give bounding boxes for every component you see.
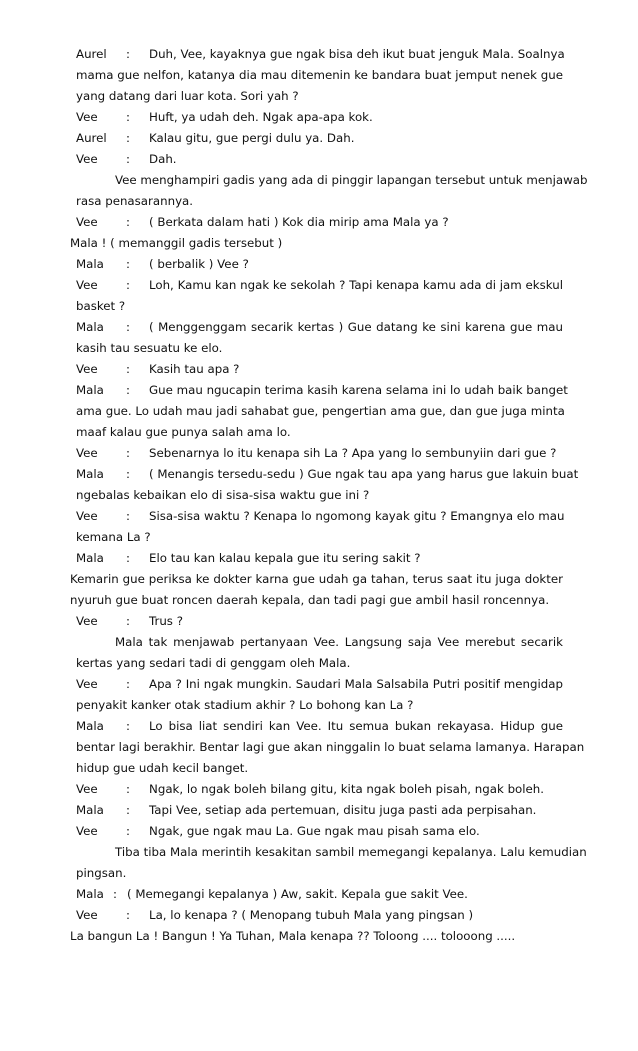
colon-separator: : (126, 719, 130, 733)
speaker-name: Vee (76, 908, 98, 922)
colon-separator: : (126, 215, 130, 229)
dialogue-text: Duh, Vee, kayaknya gue ngak bisa deh ikut buat jenguk Mala. Soalnya (149, 47, 565, 61)
colon-separator: : (126, 446, 130, 460)
script-line (0, 172, 638, 190)
script-line (0, 739, 638, 757)
script-line (0, 67, 638, 85)
dialogue-text: Trus ? (149, 614, 183, 628)
speaker-name: Vee (76, 278, 98, 292)
script-line (0, 886, 638, 904)
speaker-name: Vee (76, 215, 98, 229)
script-line (0, 445, 638, 463)
dialogue-text: ( Memegangi kepalanya ) Aw, sakit. Kepala gue sakit Vee. (127, 887, 468, 901)
continuation-text: rasa penasarannya. (76, 194, 194, 208)
colon-separator: : (126, 320, 130, 334)
script-line (0, 277, 638, 295)
dialogue-text: Lo bisa liat sendiri kan Vee. Itu semua bukan rekayasa. Hidup gue (149, 719, 563, 733)
continuation-text: ama gue. Lo udah mau jadi sahabat gue, pengertian ama gue, dan gue juga minta (76, 404, 565, 418)
speaker-name: Mala (76, 383, 104, 397)
speaker-name: Mala (76, 551, 104, 565)
speaker-name: Mala (76, 320, 104, 334)
dialogue-text: Elo tau kan kalau kepala gue itu sering sakit ? (149, 551, 421, 565)
speaker-name: Vee (76, 824, 98, 838)
script-line (0, 655, 638, 673)
continuation-text: ngebalas kebaikan elo di sisa-sisa waktu gue ini ? (76, 488, 370, 502)
script-line (0, 697, 638, 715)
dialogue-text: Tapi Vee, setiap ada pertemuan, disitu juga pasti ada perpisahan. (149, 803, 537, 817)
script-line (0, 718, 638, 736)
script-line (0, 760, 638, 778)
speaker-name: Aurel (76, 47, 107, 61)
script-line (0, 361, 638, 379)
script-line (0, 634, 638, 652)
script-line (0, 424, 638, 442)
colon-separator: : (126, 257, 130, 271)
script-line (0, 928, 638, 946)
dialogue-text: Sisa-sisa waktu ? Kenapa lo ngomong kayak gitu ? Emangnya elo mau (149, 509, 565, 523)
continuation-text: maaf kalau gue punya salah ama lo. (76, 425, 291, 439)
continuation-text: penyakit kanker otak stadium akhir ? Lo bohong kan La ? (76, 698, 414, 712)
continuation-text: kertas yang sedari tadi di genggam oleh Mala. (76, 656, 351, 670)
script-line (0, 529, 638, 547)
dialogue-text: Loh, Kamu kan ngak ke sekolah ? Tapi kenapa kamu ada di jam ekskul (149, 278, 563, 292)
colon-separator: : (126, 677, 130, 691)
script-line (0, 130, 638, 148)
script-line (0, 403, 638, 421)
continuation-text: yang datang dari luar kota. Sori yah ? (76, 89, 299, 103)
script-line (0, 298, 638, 316)
script-line (0, 844, 638, 862)
script-line (0, 907, 638, 925)
script-line (0, 193, 638, 211)
speaker-name: Vee (76, 362, 98, 376)
script-line (0, 46, 638, 64)
colon-separator: : (126, 824, 130, 838)
script-line (0, 865, 638, 883)
colon-separator: : (126, 782, 130, 796)
dialogue-text: ( Berkata dalam hati ) Kok dia mirip ama Mala ya ? (149, 215, 449, 229)
colon-separator: : (126, 383, 130, 397)
script-line (0, 550, 638, 568)
colon-separator: : (113, 887, 117, 901)
dialogue-text: ( Menangis tersedu-sedu ) Gue ngak tau apa yang harus gue lakuin buat (149, 467, 579, 481)
continuation-text: Mala ! ( memanggil gadis tersebut ) (70, 236, 283, 250)
script-line (0, 592, 638, 610)
speaker-name: Mala (76, 803, 104, 817)
script-line (0, 466, 638, 484)
speaker-name: Vee (76, 110, 98, 124)
dialogue-text: Huft, ya udah deh. Ngak apa-apa kok. (149, 110, 373, 124)
colon-separator: : (126, 467, 130, 481)
speaker-name: Mala (76, 257, 104, 271)
script-line (0, 508, 638, 526)
continuation-text: kasih tau sesuatu ke elo. (76, 341, 223, 355)
narration-text: Tiba tiba Mala merintih kesakitan sambil memegangi kepalanya. Lalu kemudian (115, 845, 587, 859)
continuation-text: bentar lagi berakhir. Bentar lagi gue akan ninggalin lo buat selama lamanya. Harapan (76, 740, 585, 754)
colon-separator: : (126, 278, 130, 292)
dialogue-text: Kalau gitu, gue pergi dulu ya. Dah. (149, 131, 355, 145)
dialogue-text: Ngak, lo ngak boleh bilang gitu, kita ngak boleh pisah, ngak boleh. (149, 782, 545, 796)
continuation-text: pingsan. (76, 866, 127, 880)
script-line (0, 151, 638, 169)
speaker-name: Vee (76, 509, 98, 523)
colon-separator: : (126, 47, 130, 61)
speaker-name: Vee (76, 614, 98, 628)
script-line (0, 823, 638, 841)
script-line (0, 109, 638, 127)
script-line (0, 256, 638, 274)
colon-separator: : (126, 152, 130, 166)
colon-separator: : (126, 131, 130, 145)
script-line (0, 802, 638, 820)
speaker-name: Aurel (76, 131, 107, 145)
colon-separator: : (126, 551, 130, 565)
script-line (0, 781, 638, 799)
script-line (0, 571, 638, 589)
speaker-name: Mala (76, 719, 104, 733)
continuation-text: La bangun La ! Bangun ! Ya Tuhan, Mala kenapa ?? Toloong .... tolooong ..... (70, 929, 516, 943)
dialogue-text: Apa ? Ini ngak mungkin. Saudari Mala Salsabila Putri positif mengidap (149, 677, 563, 691)
narration-text: Mala tak menjawab pertanyaan Vee. Langsung saja Vee merebut secarik (115, 635, 563, 649)
colon-separator: : (126, 908, 130, 922)
colon-separator: : (126, 362, 130, 376)
continuation-text: basket ? (76, 299, 126, 313)
script-line (0, 214, 638, 232)
speaker-name: Mala (76, 467, 104, 481)
continuation-text: mama gue nelfon, katanya dia mau ditemenin ke bandara buat jemput nenek gue (76, 68, 563, 82)
colon-separator: : (126, 110, 130, 124)
dialogue-text: ( berbalik ) Vee ? (149, 257, 249, 271)
dialogue-text: Dah. (149, 152, 177, 166)
dialogue-text: La, lo kenapa ? ( Menopang tubuh Mala yang pingsan ) (149, 908, 474, 922)
continuation-text: kemana La ? (76, 530, 151, 544)
dialogue-text: Gue mau ngucapin terima kasih karena selama ini lo udah baik banget (149, 383, 568, 397)
speaker-name: Vee (76, 677, 98, 691)
continuation-text: Kemarin gue periksa ke dokter karna gue udah ga tahan, terus saat itu juga dokter (70, 572, 563, 586)
speaker-name: Mala (76, 887, 104, 901)
script-line (0, 340, 638, 358)
script-line (0, 235, 638, 253)
colon-separator: : (126, 509, 130, 523)
speaker-name: Vee (76, 446, 98, 460)
script-line (0, 676, 638, 694)
speaker-name: Vee (76, 782, 98, 796)
script-line (0, 319, 638, 337)
continuation-text: nyuruh gue buat roncen daerah kepala, dan tadi pagi gue ambil hasil roncennya. (70, 593, 550, 607)
narration-text: Vee menghampiri gadis yang ada di pinggir lapangan tersebut untuk menjawab (115, 173, 588, 187)
colon-separator: : (126, 803, 130, 817)
dialogue-text: Ngak, gue ngak mau La. Gue ngak mau pisah sama elo. (149, 824, 480, 838)
script-line (0, 487, 638, 505)
speaker-name: Vee (76, 152, 98, 166)
dialogue-text: Kasih tau apa ? (149, 362, 240, 376)
colon-separator: : (126, 614, 130, 628)
script-line (0, 613, 638, 631)
dialogue-text: ( Menggenggam secarik kertas ) Gue datang ke sini karena gue mau (149, 320, 563, 334)
script-line (0, 382, 638, 400)
script-line (0, 88, 638, 106)
dialogue-text: Sebenarnya lo itu kenapa sih La ? Apa yang lo sembunyiin dari gue ? (149, 446, 557, 460)
continuation-text: hidup gue udah kecil banget. (76, 761, 249, 775)
